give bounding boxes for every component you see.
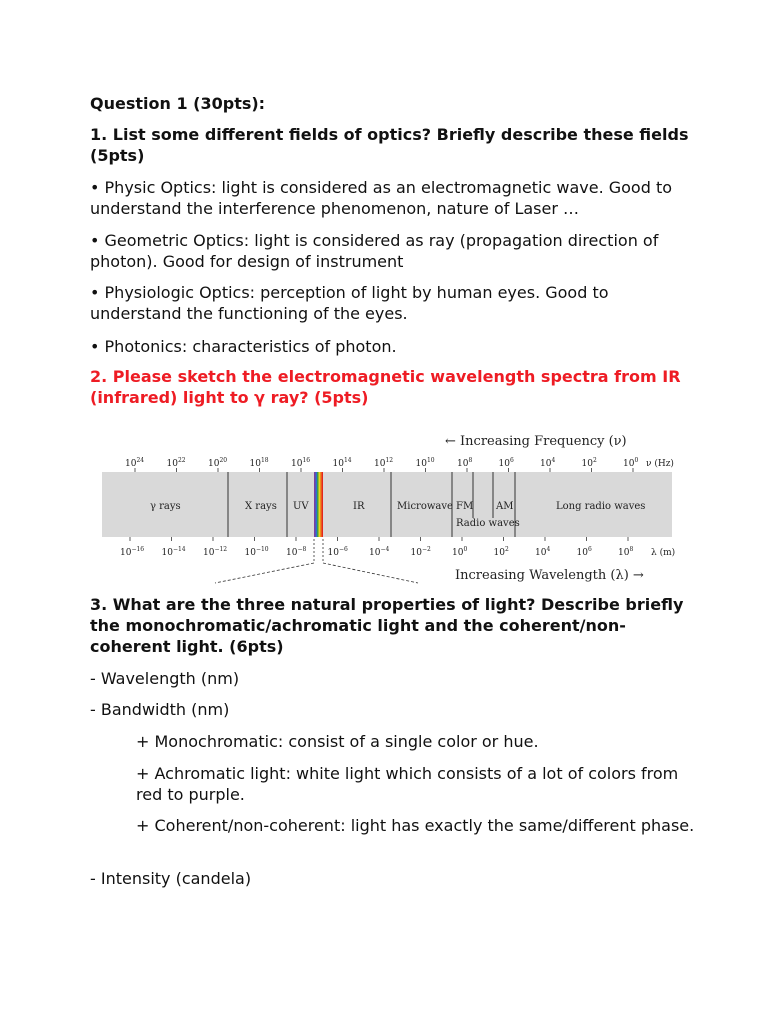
visible-color-stripe	[320, 472, 322, 537]
sub-item-monochromatic: + Monochromatic: consist of a single color or hue.	[136, 732, 539, 751]
frequency-ticks	[125, 457, 638, 472]
q1-2-heading: 2. Please sketch the electromagnetic wavelength spectra from IR (infrared) light to γ ray? (5pts)	[90, 367, 681, 407]
visible-color-stripe	[322, 472, 324, 537]
band-long-radio: Long radio waves	[556, 501, 646, 512]
freq-tick-label: $10^{10}$	[415, 457, 435, 469]
band-microwave: Microwave	[397, 501, 453, 512]
band-xray: X rays	[245, 501, 277, 512]
visible-color-stripe	[314, 472, 316, 537]
band-gamma: γ rays	[150, 501, 181, 512]
visible-color-stripe	[319, 472, 321, 537]
wavelength-ticks	[120, 537, 633, 558]
band-uv: UV	[293, 501, 309, 512]
wave-tick-label: $10^6$	[576, 546, 592, 558]
sub-item-achromatic: + Achromatic light: white light which consists of a lot of colors from red to purple.	[136, 764, 679, 804]
visible-light-band	[314, 472, 323, 537]
question-1-title: Question 1 (30pts):	[90, 94, 266, 113]
freq-tick-label: $10^{14}$	[332, 457, 352, 469]
freq-tick-label: $10^{22}$	[166, 457, 186, 469]
wave-tick-label: $10^2$	[493, 546, 509, 558]
zoom-diag-left	[215, 563, 314, 583]
item-photonics: • Photonics: characteristics of photon.	[90, 337, 397, 356]
sub-item-coherent: + Coherent/non-coherent: light has exactly the same/different phase.	[136, 816, 695, 835]
item-wavelength: - Wavelength (nm)	[90, 669, 240, 688]
item-intensity: - Intensity (candela)	[90, 869, 252, 888]
freq-tick-label: $10^8$	[457, 457, 473, 469]
item-physic-optics: • Physic Optics: light is considered as an electromagnetic wave. Good to understand the interference phenomenon, nature of Laser …	[90, 178, 673, 218]
q1-3-heading: 3. What are the three natural properties of light? Describe briefly the monochromatic/achromatic light and the coherent/non-coherent light. (6pts)	[90, 595, 684, 656]
freq-tick-label: $10^2$	[581, 457, 597, 469]
wave-tick-label: $10^{-10}$	[244, 546, 269, 558]
freq-tick-label: $10^4$	[540, 457, 556, 469]
freq-tick-label: $10^{12}$	[374, 457, 394, 469]
wave-title: Increasing Wavelength (λ) →	[455, 568, 644, 583]
band-ir: IR	[353, 501, 365, 512]
freq-tick-label: $10^{24}$	[125, 457, 145, 469]
visible-color-stripe	[317, 472, 319, 537]
q1-1-heading: 1. List some different fields of optics? Briefly describe these fields (5pts)	[90, 125, 689, 165]
freq-tick-label: $10^0$	[623, 457, 639, 469]
band-fm: FM	[456, 501, 474, 512]
wave-unit: λ (m)	[651, 548, 676, 558]
item-bandwidth: - Bandwidth (nm)	[90, 700, 230, 719]
freq-unit: ν (Hz)	[646, 459, 674, 469]
freq-tick-label: $10^6$	[498, 457, 514, 469]
freq-tick-label: $10^{18}$	[249, 457, 269, 469]
radio-waves-label: Radio waves	[456, 518, 520, 529]
visible-color-stripe	[316, 472, 318, 537]
wave-tick-label: $10^{-8}$	[286, 546, 307, 558]
wave-tick-label: $10^4$	[535, 546, 551, 558]
wave-tick-label: $10^8$	[618, 546, 634, 558]
wave-tick-label: $10^{-2}$	[410, 546, 431, 558]
wave-tick-label: $10^0$	[452, 546, 468, 558]
wave-tick-label: $10^{-4}$	[369, 546, 390, 558]
zoom-diag-right	[323, 563, 418, 583]
band-am: AM	[496, 501, 514, 512]
item-geometric-optics: • Geometric Optics: light is considered as ray (propagation direction of photon). Good for design of instrument	[90, 231, 659, 271]
wave-tick-label: $10^{-14}$	[161, 546, 186, 558]
freq-title: ← Increasing Frequency (ν)	[445, 434, 627, 449]
wave-tick-label: $10^{-6}$	[327, 546, 348, 558]
freq-tick-label: $10^{20}$	[208, 457, 228, 469]
item-physiologic-optics: • Physiologic Optics: perception of light by human eyes. Good to understand the functioning of the eyes.	[90, 283, 609, 323]
freq-tick-label: $10^{16}$	[291, 457, 311, 469]
wave-tick-label: $10^{-16}$	[120, 546, 145, 558]
em-spectrum-diagram	[100, 428, 680, 588]
wave-tick-label: $10^{-12}$	[203, 546, 228, 558]
